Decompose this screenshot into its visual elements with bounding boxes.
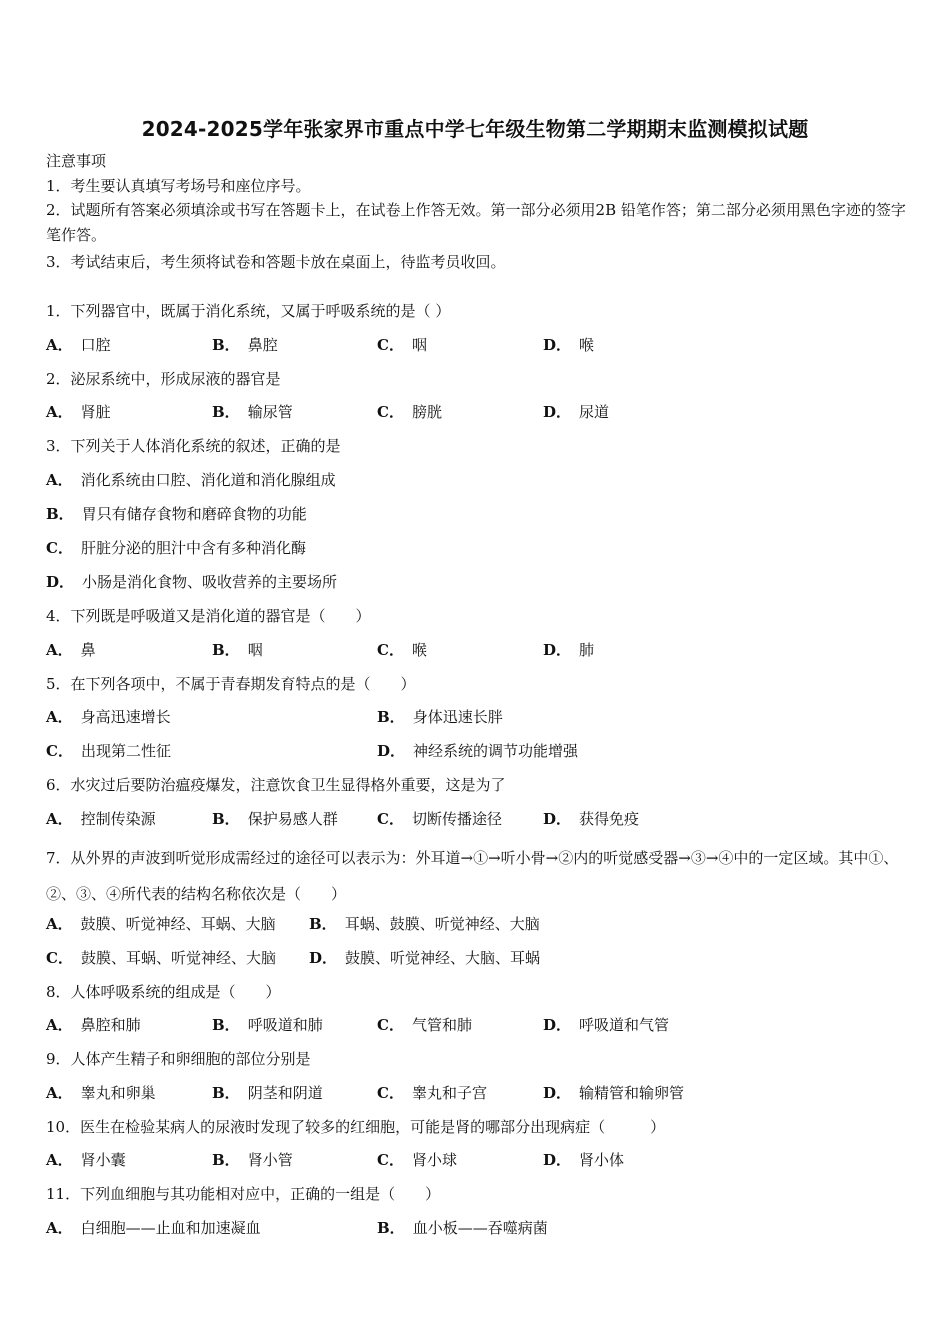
option (46, 1015, 141, 1035)
option-text: 消化系统由口腔、消化道和消化腺组成 (80, 471, 336, 489)
option-label: D． (543, 641, 572, 659)
option (543, 1150, 624, 1170)
option-text: 输尿管 (247, 403, 293, 421)
option-label: A． (46, 915, 73, 933)
question-stem: 11．下列血细胞与其功能相对应中，正确的一组是（ ） (46, 1185, 441, 1203)
option-text: 睾丸和子宫 (411, 1084, 487, 1102)
option-label: C． (46, 949, 73, 967)
question-stem: 9．人体产生精子和卵细胞的部位分别是 (46, 1050, 311, 1068)
option-label: B． (212, 403, 240, 421)
option-label: D． (543, 810, 572, 828)
option (309, 948, 540, 968)
option (377, 809, 502, 829)
option-label: D． (543, 1084, 572, 1102)
option (212, 809, 338, 829)
option-text: 鼻腔 (247, 336, 278, 354)
option-text: 咽 (411, 336, 427, 354)
option-label: B． (212, 1084, 240, 1102)
option-label: D． (309, 949, 338, 967)
option-label: A． (46, 1219, 73, 1237)
notice-item: 2．试题所有答案必须填涂或书写在答题卡上，在试卷上作答无效。第一部分必须用2B 铅笔作答；第二部分必须用黑色字迹的签字笔作答。 (46, 201, 906, 244)
option (543, 402, 609, 422)
option-text: 呼吸道和气管 (579, 1016, 670, 1034)
option (377, 741, 578, 761)
question-stem: 2．泌尿系统中，形成尿液的器官是 (46, 370, 281, 388)
option-text: 鼻腔和肺 (80, 1016, 141, 1034)
option-text: 身高迅速增长 (80, 708, 171, 726)
option (543, 1083, 684, 1103)
option-label: B． (212, 641, 240, 659)
option-text: 鼓膜、听觉神经、大脑、耳蜗 (345, 949, 541, 967)
notice-item: 1．考生要认真填写考场号和座位序号。 (46, 177, 311, 195)
option-text: 口腔 (80, 336, 111, 354)
option-text: 肾小体 (579, 1151, 625, 1169)
question-stem: 1．下列器官中，既属于消化系统，又属于呼吸系统的是（ ） (46, 302, 451, 320)
question-stem: 8．人体呼吸系统的组成是（ ） (46, 983, 281, 1001)
option (46, 707, 171, 727)
option-label: C． (377, 810, 404, 828)
option (377, 402, 442, 422)
option-label: A． (46, 641, 73, 659)
question-stem: 6．水灾过后要防治瘟疫爆发，注意饮食卫生显得格外重要，这是为了 (46, 776, 506, 794)
option-text: 肾小球 (411, 1151, 457, 1169)
option (46, 1083, 156, 1103)
option-label: A． (46, 1151, 73, 1169)
option-label: C． (377, 403, 404, 421)
option-label: C． (377, 336, 404, 354)
question-stem: 7．从外界的声波到听觉形成需经过的途径可以表示为：外耳道→①→听小骨→②内的听觉感受器→③→④中的一定区域。其中①、②、③、④所代表的结构名称依次是（ ） (46, 849, 899, 903)
option-text: 阴茎和阴道 (247, 1084, 323, 1102)
option (212, 1015, 323, 1035)
option (543, 1015, 669, 1035)
notice-item: 3．考试结束后，考生须将试卷和答题卡放在桌面上，待监考员收回。 (46, 253, 506, 271)
option-label: B． (212, 1016, 240, 1034)
page-title: 2024-2025学年张家界市重点中学七年级生物第二学期期末监测模拟试题 (141, 117, 809, 141)
option (46, 1150, 126, 1170)
option-label: C． (46, 539, 73, 557)
option (212, 335, 278, 355)
option (46, 741, 171, 761)
option-label: D． (543, 1151, 572, 1169)
option-label: B． (377, 1219, 405, 1237)
option-label: D． (377, 742, 406, 760)
option (46, 809, 156, 829)
option-label: B． (309, 915, 337, 933)
option-text: 肝脏分泌的胆汁中含有多种消化酶 (80, 539, 306, 557)
option (46, 402, 111, 422)
option-text: 膀胱 (411, 403, 442, 421)
option-text: 鼓膜、耳蜗、听觉神经、大脑 (80, 949, 276, 967)
option (543, 809, 639, 829)
option (46, 948, 276, 968)
option-label: C． (377, 641, 404, 659)
option-label: A． (46, 403, 73, 421)
option-text: 肾脏 (80, 403, 111, 421)
option (377, 1015, 472, 1035)
option-label: D． (543, 336, 572, 354)
option-label: C． (377, 1016, 404, 1034)
option (543, 640, 594, 660)
option (46, 640, 96, 660)
option-label: A． (46, 708, 73, 726)
option-text: 获得免疫 (579, 810, 640, 828)
option (46, 504, 307, 524)
option-text: 肾小管 (247, 1151, 293, 1169)
option-text: 小肠是消化食物、吸收营养的主要场所 (82, 573, 338, 591)
option-text: 咽 (247, 641, 263, 659)
option (377, 640, 427, 660)
option-text: 肾小囊 (80, 1151, 126, 1169)
option-label: A． (46, 1084, 73, 1102)
option-label: C． (377, 1084, 404, 1102)
option-label: B． (212, 810, 240, 828)
option-text: 神经系统的调节功能增强 (413, 742, 579, 760)
option-text: 喉 (579, 336, 595, 354)
option (212, 1083, 323, 1103)
option-text: 喉 (411, 641, 427, 659)
option-text: 控制传染源 (80, 810, 156, 828)
option-text: 胃只有储存食物和磨碎食物的功能 (81, 505, 307, 523)
option (377, 707, 503, 727)
option-text: 肺 (579, 641, 595, 659)
option-label: D． (46, 573, 75, 591)
question-stem: 10．医生在检验某病人的尿液时发现了较多的红细胞，可能是肾的哪部分出现病症（ ） (46, 1118, 666, 1136)
option-text: 出现第二性征 (80, 742, 171, 760)
option-text: 鼓膜、听觉神经、耳蜗、大脑 (80, 915, 276, 933)
option-label: C． (46, 742, 73, 760)
question-stem: 3．下列关于人体消化系统的叙述，正确的是 (46, 437, 341, 455)
option-label: C． (377, 1151, 404, 1169)
option-text: 输精管和输卵管 (579, 1084, 685, 1102)
option (46, 538, 306, 558)
option (377, 1218, 548, 1238)
option-text: 鼻 (80, 641, 96, 659)
option-text: 保护易感人群 (247, 810, 338, 828)
option-text: 尿道 (579, 403, 610, 421)
option-text: 气管和肺 (411, 1016, 472, 1034)
option-text: 耳蜗、鼓膜、听觉神经、大脑 (344, 915, 540, 933)
option-label: B． (212, 336, 240, 354)
option-label: D． (543, 403, 572, 421)
option-text: 白细胞——止血和加速凝血 (80, 1219, 261, 1237)
option-label: A． (46, 810, 73, 828)
option (46, 470, 336, 490)
option (377, 1083, 487, 1103)
question-stem: 5．在下列各项中，不属于青春期发育特点的是（ ） (46, 675, 416, 693)
option-text: 身体迅速长胖 (412, 708, 503, 726)
option-label: B． (46, 505, 74, 523)
option (377, 335, 427, 355)
question-stem: 4．下列既是呼吸道又是消化道的器官是（ ） (46, 607, 371, 625)
option (46, 335, 111, 355)
option-label: D． (543, 1016, 572, 1034)
option-label: B． (377, 708, 405, 726)
option (46, 1218, 261, 1238)
option-label: A． (46, 1016, 73, 1034)
option (46, 914, 276, 934)
option-text: 呼吸道和肺 (247, 1016, 323, 1034)
option-label: A． (46, 336, 73, 354)
option-text: 切断传播途径 (411, 810, 502, 828)
option (212, 402, 293, 422)
option (543, 335, 594, 355)
option (212, 640, 263, 660)
notice-heading: 注意事项 (46, 152, 107, 170)
option-label: A． (46, 471, 73, 489)
option-text: 睾丸和卵巢 (80, 1084, 156, 1102)
option (377, 1150, 457, 1170)
option-text: 血小板——吞噬病菌 (412, 1219, 548, 1237)
option (212, 1150, 293, 1170)
option (46, 572, 337, 592)
option-label: B． (212, 1151, 240, 1169)
option (309, 914, 540, 934)
